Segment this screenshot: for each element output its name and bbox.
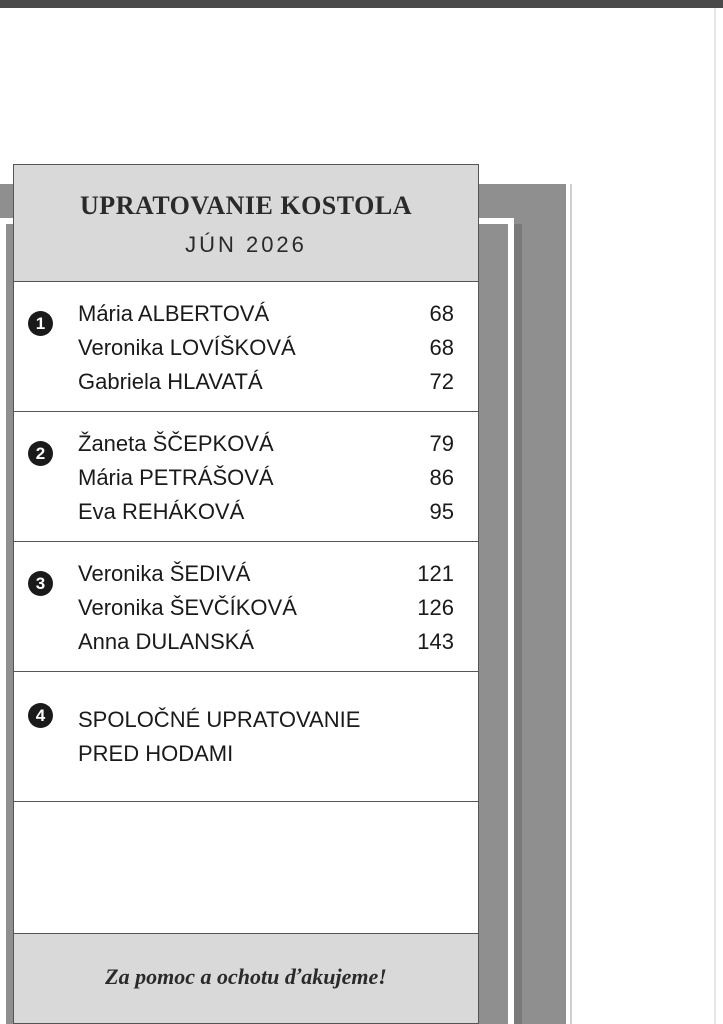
member-name: Mária PETRÁŠOVÁ [78,465,274,490]
member-name: Veronika ŠEDIVÁ [78,561,251,586]
member-name: Žaneta ŠČEPKOVÁ [78,431,274,456]
member-name: Mária ALBERTOVÁ [78,301,270,326]
group-4 [14,672,478,802]
list-item [78,461,454,495]
group-number-badge: 4 [28,703,53,728]
list-item [78,557,454,591]
frame-outline [570,184,572,1024]
house-number: 79 [429,431,454,456]
member-name: Gabriela HLAVATÁ [78,369,263,394]
page-title: UPRATOVANIE KOSTOLA [80,191,412,220]
group-number-badge: 1 [28,311,53,336]
member-name: Veronika LOVÍŠKOVÁ [78,335,296,360]
list-item [78,625,454,659]
list-item [78,297,454,331]
house-number: 95 [429,499,454,524]
group-3 [14,542,478,672]
house-number: 121 [417,561,454,586]
member-name: Eva REHÁKOVÁ [78,499,245,524]
member-name: Anna DULANSKÁ [78,629,255,654]
list-item [78,591,454,625]
list-item [78,365,454,399]
list-item [78,495,454,529]
list-item [78,427,454,461]
member-name: Veronika ŠEVČÍKOVÁ [78,595,297,620]
note-line: SPOLOČNÉ UPRATOVANIE [78,707,361,732]
frame-shade [514,224,522,1024]
card-header [14,165,478,282]
month-label: JÚN 2026 [185,232,307,257]
group-2 [14,412,478,542]
note-line: PRED HODAMI [78,741,234,766]
house-number: 72 [429,369,454,394]
house-number: 68 [429,335,454,360]
schedule-card [13,164,479,1024]
group-number-badge: 2 [28,441,53,466]
page-edge [714,8,716,1024]
house-number: 86 [429,465,454,490]
house-number: 126 [417,595,454,620]
house-number: 143 [417,629,454,654]
house-number: 68 [429,301,454,326]
top-border [0,0,723,8]
thanks-message: Za pomoc a ochotu ďakujeme! [105,964,387,989]
group-number-badge: 3 [28,571,53,596]
card-footer [14,933,478,1023]
group-1 [14,282,478,412]
frame-line-left [0,218,6,1024]
list-item [78,331,454,365]
